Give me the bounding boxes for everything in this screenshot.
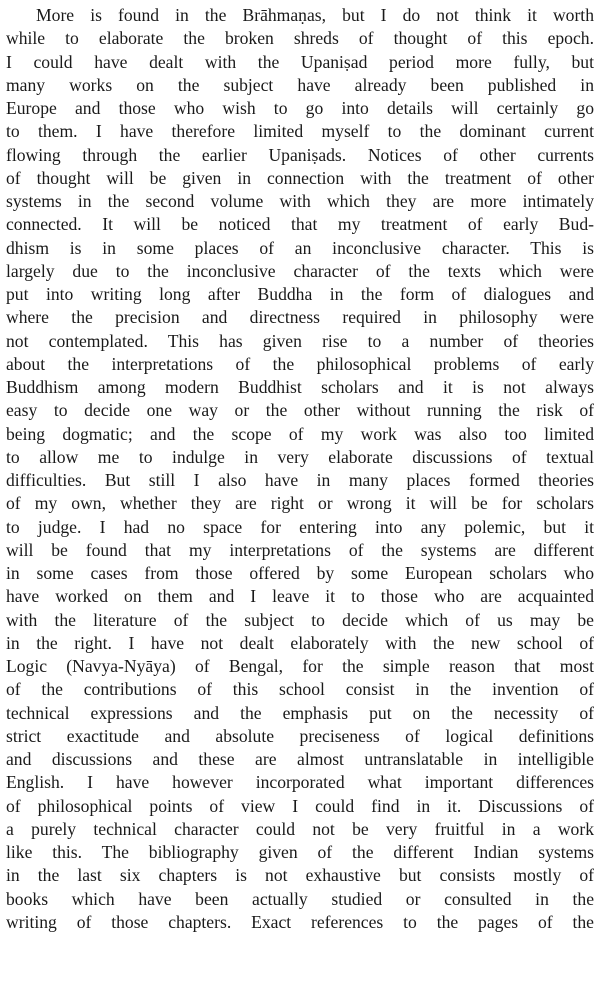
text-line: not contemplated. This has given rise to a number of theories — [6, 330, 594, 351]
text-line: technical expressions and the emphasis put on the necessity of — [6, 702, 594, 723]
text-line: put into writing long after Buddha in the form of dialogues and — [6, 284, 594, 304]
text-line: a purely technical character could not be very fruitful in a work — [6, 818, 594, 839]
text-line: of philosophical points of view I could find in it. Discussions of — [6, 795, 594, 816]
text-line: connected. It will be noticed that my treatment of early Bud- — [6, 214, 594, 235]
text-line: being dogmatic; and the scope of my work was also too limited — [6, 423, 594, 444]
text-line: while to elaborate the broken shreds of thought of this epoch. — [6, 28, 594, 49]
text-line: in the right. I have not dealt elaborately with the new school of — [6, 632, 594, 653]
text-line: Logic (Navya-Nyāya) of Bengal, for the simple reason that most — [6, 656, 594, 676]
text-line: writing of those chapters. Exact references to the pages of the — [6, 911, 594, 932]
text-line: easy to decide one way or the other without running the risk of — [6, 400, 594, 421]
text-line: like this. The bibliography given of the different Indian systems — [6, 842, 594, 862]
text-line: have worked on them and I leave it to those who are acquainted — [6, 586, 594, 607]
text-line: books which have been actually studied or consulted in the — [6, 888, 594, 909]
text-line: More is found in the Brāhmaṇas, but I do not think it worth — [36, 5, 594, 25]
text-line: will be found that my interpretations of the systems are different — [6, 539, 594, 560]
text-line: I could have dealt with the Upaniṣad period more fully, but — [6, 51, 594, 72]
text-line: many works on the subject have already been published in — [6, 74, 594, 95]
text-line: of thought will be given in connection with the treatment of other — [6, 167, 594, 188]
text-line: in the last six chapters is not exhaustive but consists mostly of — [6, 865, 594, 886]
text-line: with the literature of the subject to decide which of us may be — [6, 609, 594, 630]
text-line: largely due to the inconclusive character of the texts which were — [6, 260, 594, 281]
document-page — [6, 4, 594, 934]
text-line: English. I have however incorporated what important differences — [6, 772, 594, 793]
text-line: where the precision and directness required in philosophy were — [6, 307, 594, 328]
text-line: flowing through the earlier Upaniṣads. Notices of other currents — [6, 144, 594, 165]
text-line: Europe and those who wish to go into details will certainly go — [6, 98, 594, 118]
text-line: to them. I have therefore limited myself to the dominant current — [6, 121, 594, 142]
text-line: and discussions and these are almost untranslatable in intelligible — [6, 749, 594, 769]
text-line: systems in the second volume with which they are more intimately — [6, 191, 594, 211]
text-line: to allow me to indulge in very elaborate discussions of textual — [6, 446, 594, 467]
text-line: in some cases from those offered by some European scholars who — [6, 563, 594, 583]
text-line: to judge. I had no space for entering into any polemic, but it — [6, 516, 594, 537]
text-line: dhism is in some places of an inconclusive character. This is — [6, 237, 594, 258]
text-line: strict exactitude and absolute preciseness of logical definitions — [6, 725, 594, 746]
text-line: Buddhism among modern Buddhist scholars and it is not always — [6, 377, 594, 397]
text-line: difficulties. But still I also have in many places formed theories — [6, 470, 594, 490]
text-line: of the contributions of this school consist in the invention of — [6, 679, 594, 700]
text-line: about the interpretations of the philosophical problems of early — [6, 353, 594, 374]
text-line: of my own, whether they are right or wrong it will be for scholars — [6, 493, 594, 514]
